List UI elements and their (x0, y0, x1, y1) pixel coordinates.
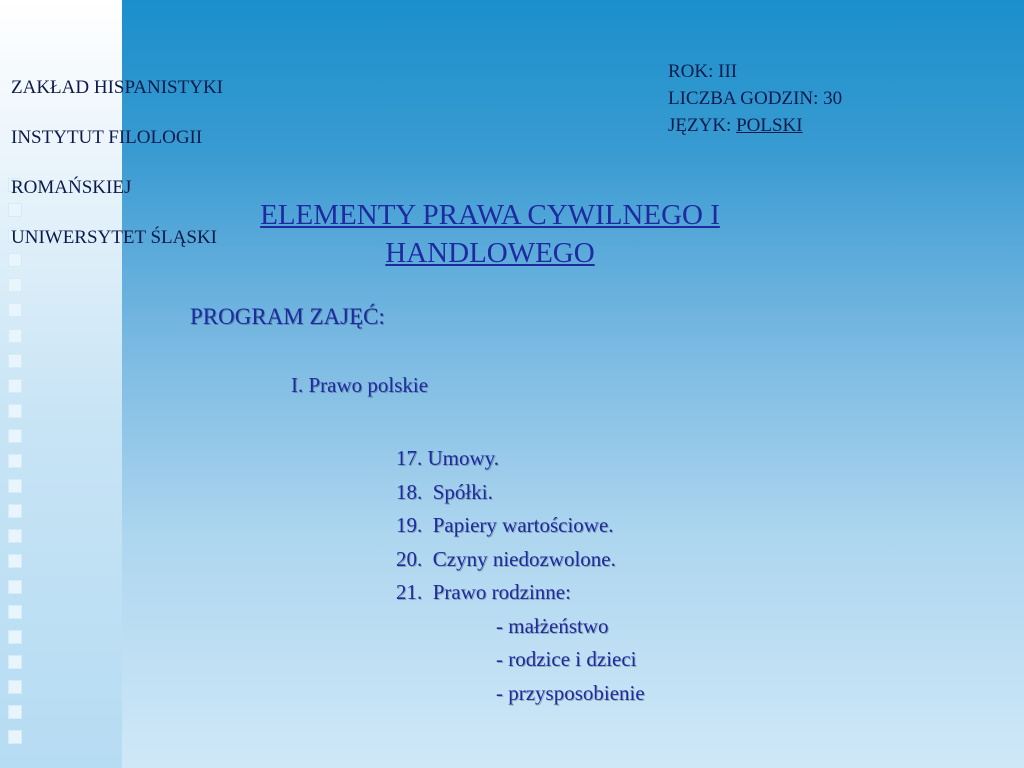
sub-list-item: - rodzice i dzieci (496, 647, 637, 671)
sub-list-item: - małżeństwo (496, 613, 609, 638)
course-year: ROK: III (668, 61, 738, 82)
title-line: HANDLOWEGO (385, 237, 595, 269)
list-item: 18. Spółki. (396, 479, 493, 504)
list-item: 20. Czyny niedozwolone. (396, 546, 616, 571)
list-item: 19. Papiery wartościowe. (396, 513, 614, 537)
course-language (668, 112, 842, 139)
topic-list (396, 442, 645, 710)
section-heading: I. Prawo polskie (291, 373, 429, 397)
course-hours: LICZBA GODZIN: 30 (668, 88, 843, 109)
language-label: JĘZYK: (668, 115, 737, 136)
header-line: ROMAŃSKIEJ (11, 177, 132, 198)
language-value: POLSKI (736, 115, 803, 136)
list-item: 17. Umowy. (396, 446, 500, 470)
header-line: ZAKŁAD HISPANISTYKI (11, 77, 223, 98)
header-line: INSTYTUT FILOLOGII (11, 127, 203, 148)
list-item: 21. Prawo rodzinne: (396, 580, 571, 604)
sub-list-item: - przysposobienie (496, 680, 645, 705)
header-line: UNIWERSYTET ŚLĄSKI (11, 227, 218, 248)
course-info (668, 58, 842, 139)
page-title (180, 196, 800, 272)
program-heading: PROGRAM ZAJĘĆ: (190, 304, 385, 329)
title-line: ELEMENTY PRAWA CYWILNEGO I (260, 199, 720, 231)
